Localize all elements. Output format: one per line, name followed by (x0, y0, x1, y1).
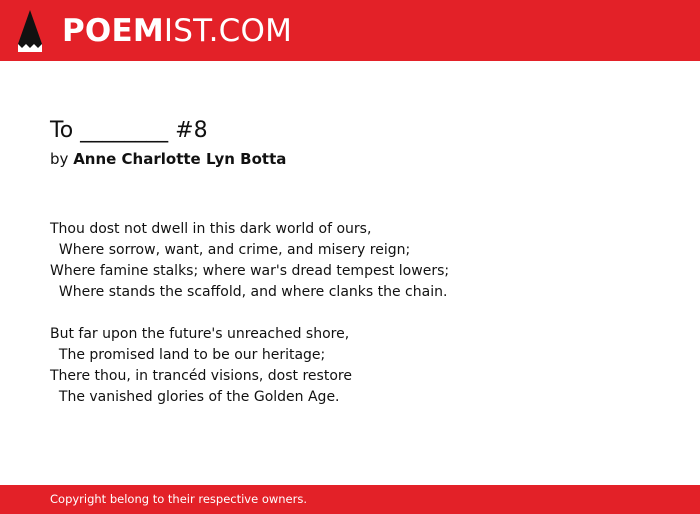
poem-byline (50, 149, 286, 169)
poem-line: The promised land to be our heritage; (50, 347, 326, 363)
stanza-gap (50, 303, 670, 324)
stanza (50, 324, 670, 408)
brand-light-text: IST.COM (163, 13, 293, 49)
poem-line: The vanished glories of the Golden Age. (50, 389, 340, 405)
poem-line: Where sorrow, want, and crime, and misery reign; (50, 242, 411, 258)
site-logo-text[interactable] (62, 13, 292, 49)
poem-body (50, 219, 670, 408)
site-footer (0, 485, 700, 514)
poem-line: But far upon the future's unreached shore, (50, 326, 350, 342)
poem-line: Where famine stalks; where war's dread tempest lowers; (50, 263, 450, 279)
poem-title: To ________ #8 (50, 118, 208, 143)
brand-bold-text: POEM (62, 13, 164, 49)
site-header (0, 0, 700, 61)
author-name[interactable]: Anne Charlotte Lyn Botta (73, 150, 287, 168)
stanza (50, 219, 670, 303)
by-label: by (50, 150, 69, 168)
pencil-icon[interactable] (18, 10, 42, 52)
copyright-text: Copyright belong to their respective owners. (50, 492, 308, 506)
poem-line: Where stands the scaffold, and where clanks the chain. (50, 284, 448, 300)
poem-line: Thou dost not dwell in this dark world of ours, (50, 221, 372, 237)
poem-line: There thou, in trancéd visions, dost restore (50, 368, 352, 384)
